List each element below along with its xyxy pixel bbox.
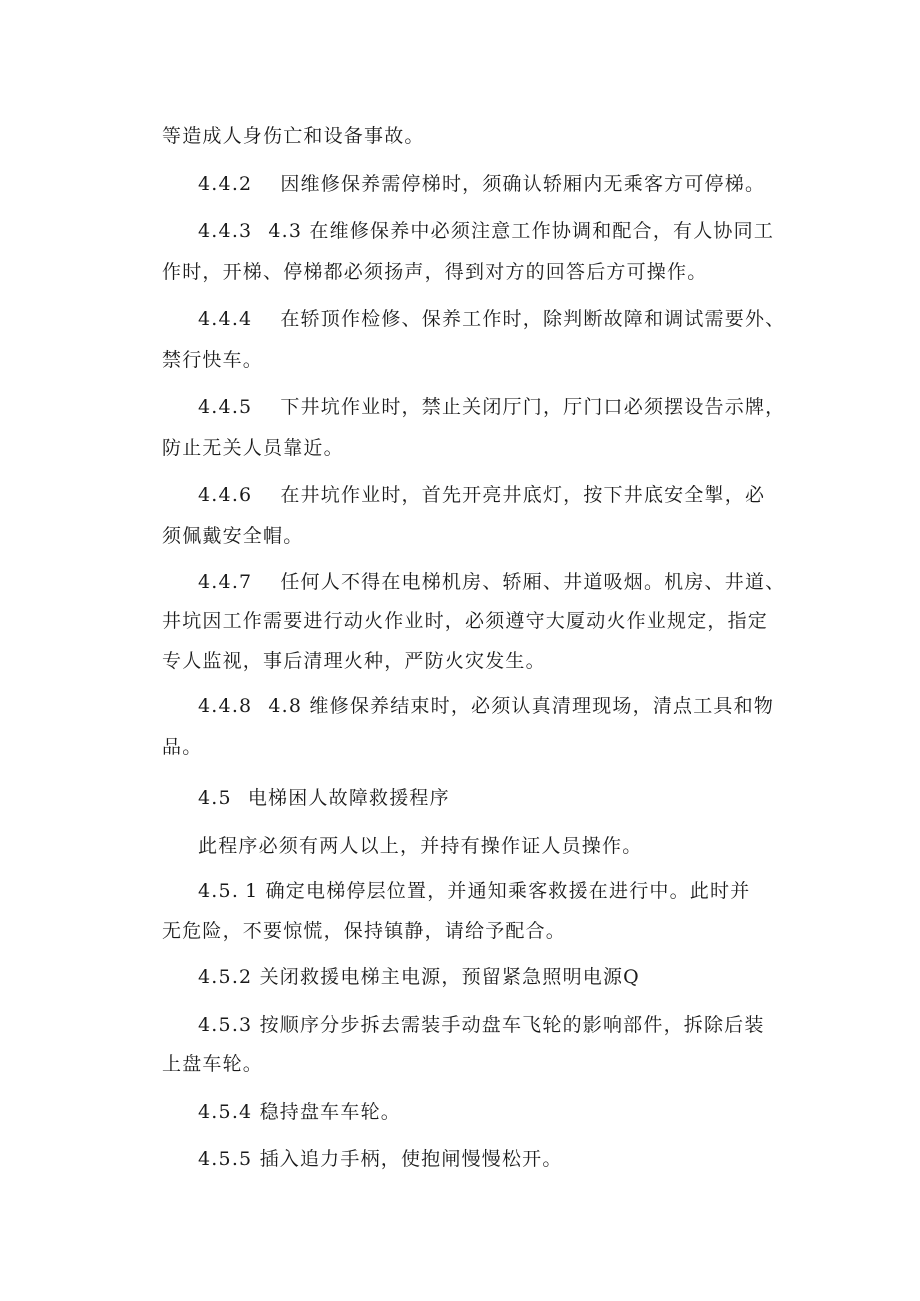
section-4-4-2 bbox=[198, 172, 765, 196]
section-4-4-5 bbox=[198, 395, 785, 419]
section-number: 4.4.4 bbox=[198, 308, 253, 330]
paragraph-line: 专人监视，事后清理火种，严防火灾发生。 bbox=[162, 650, 546, 672]
section-number: 4.5 bbox=[198, 787, 232, 809]
section-text: 在轿顶作检修、保养工作时，除判断故障和调试需要外、 bbox=[280, 308, 786, 330]
section-number: 4.4.6 bbox=[198, 484, 253, 506]
section-4-5-heading bbox=[198, 786, 450, 810]
section-text: 任何人不得在电梯机房、轿厢、井道吸烟。机房、井道、 bbox=[280, 571, 786, 593]
section-title: 电梯困人故障救援程序 bbox=[247, 787, 450, 809]
paragraph-line: 等造成人身伤亡和设备事故。 bbox=[162, 125, 425, 147]
section-4-4-3 bbox=[198, 219, 774, 243]
section-number: 4.4.7 bbox=[198, 571, 253, 593]
section-number: 4.4.3 bbox=[198, 220, 253, 242]
section-text: 在井坑作业时，首先开亮井底灯，按下井底安全掣，必 bbox=[280, 484, 766, 506]
paragraph-line: 作时，开梯、停梯都必须扬声，得到对方的回答后方可操作。 bbox=[162, 261, 708, 283]
paragraph-line: 防止无关人员靠近。 bbox=[162, 437, 344, 459]
paragraph-line: 须佩戴安全帽。 bbox=[162, 525, 304, 547]
section-number: 4.4.5 bbox=[198, 396, 253, 418]
section-4-4-8 bbox=[198, 694, 774, 718]
section-text: 4.8 维修保养结束时，必须认真清理现场，清点工具和物 bbox=[268, 695, 775, 717]
paragraph-line: 品。 bbox=[162, 736, 203, 758]
section-text: 因维修保养需停梯时，须确认轿厢内无乘客方可停梯。 bbox=[280, 173, 766, 195]
section-4-5-1 bbox=[198, 879, 750, 903]
paragraph-line: 上盘车轮。 bbox=[162, 1053, 264, 1075]
section-text: 4.3 在维修保养中必须注意工作协调和配合，有人协同工 bbox=[268, 220, 775, 242]
section-4-4-4 bbox=[198, 307, 785, 331]
section-4-5-2: 4.5.2 关闭救援电梯主电源，预留紧急照明电源Q bbox=[198, 966, 640, 988]
section-4-5-5: 4.5.5 插入追力手柄，使抱闸慢慢松开。 bbox=[198, 1148, 563, 1170]
section-4-5-4: 4.5.4 稳持盘车车轮。 bbox=[198, 1101, 401, 1123]
paragraph-line: 井坑因工作需要进行动火作业时，必须遵守大厦动火作业规定，指定 bbox=[162, 610, 769, 632]
section-4-5-3: 4.5.3 按顺序分步拆去需装手动盘车飞轮的影响部件，拆除后装 bbox=[198, 1014, 765, 1036]
paragraph-line: 此程序必须有两人以上，并持有操作证人员操作。 bbox=[198, 835, 643, 857]
paragraph-line: 禁行快车。 bbox=[162, 349, 264, 371]
section-4-4-7 bbox=[198, 570, 785, 594]
section-4-4-6 bbox=[198, 483, 765, 507]
section-text: 1 确定电梯停层位置，并通知乘客救援在进行中。此时并 bbox=[245, 880, 751, 902]
section-text: 下井坑作业时，禁止关闭厅门，厅门口必须摆设告示牌， bbox=[280, 396, 786, 418]
section-number: 4.5. bbox=[198, 880, 240, 902]
section-number: 4.4.8 bbox=[198, 695, 253, 717]
section-number: 4.4.2 bbox=[198, 173, 253, 195]
paragraph-line: 无危险，不要惊慌，保持镇静，请给予配合。 bbox=[162, 920, 567, 942]
